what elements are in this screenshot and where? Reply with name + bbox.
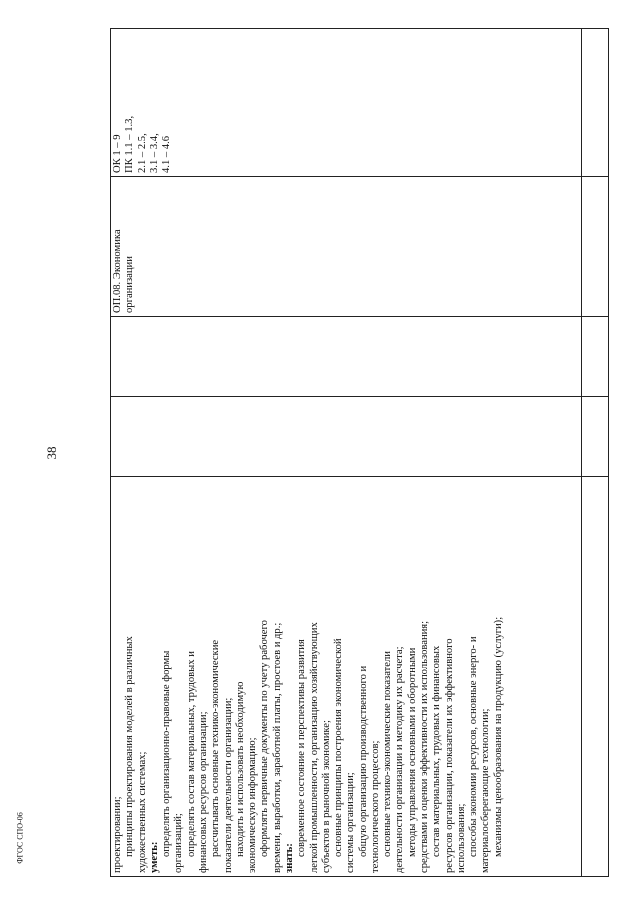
knowledge-line: материалосберегающие технологии; (480, 708, 492, 873)
competency-line: ПК 1.1 – 1.3, (124, 115, 136, 173)
empty-cell (582, 177, 609, 317)
empty-cell (582, 317, 609, 397)
knowledge-line: рассчитывать основные технико-экономические (210, 639, 222, 857)
knowledge-line: знать: (283, 843, 295, 873)
empty-cell (582, 477, 609, 877)
knowledge-line: способы экономии ресурсов, основные энерго- и (468, 636, 480, 857)
knowledge-line: общую организацию производственного и (357, 665, 369, 857)
knowledge-line: находить и использовать необходимую (234, 681, 246, 857)
curriculum-table (110, 28, 609, 877)
discipline-cell (111, 177, 582, 317)
knowledge-line: деятельности организации и методику их расчета; (394, 646, 406, 873)
knowledge-line: средствами и оценки эффективности их использования; (419, 620, 431, 873)
knowledge-line: организаций; (173, 813, 185, 873)
knowledge-line: состав материальных, трудовых и финансовых (431, 645, 443, 857)
knowledge-line: технологического процессов; (369, 740, 381, 873)
knowledge-cell (111, 477, 582, 877)
knowledge-line: основные принципы построения экономической (333, 638, 345, 857)
knowledge-line: времени, выработки, заработной платы, простоев и др.; (271, 622, 283, 873)
competency-line: 2.1 – 2.5, (136, 133, 148, 173)
knowledge-text (112, 480, 505, 873)
knowledge-line: показатели деятельности организации; (222, 697, 234, 873)
knowledge-line: субъектов в рыночной экономике; (320, 720, 332, 873)
competency-line: 3.1 – 3.4, (148, 133, 160, 173)
knowledge-line: проектировании; (112, 796, 123, 873)
knowledge-line: экономическую информацию; (247, 737, 259, 873)
rotated-page-content (110, 29, 602, 877)
knowledge-line: финансовых ресурсов организации; (197, 711, 209, 873)
knowledge-line: легкой промышленности, организацию хозяйствующих (308, 622, 320, 873)
knowledge-line: механизмы ценообразования на продукцию (услуги); (492, 616, 504, 857)
competency-line: 4.1 – 4.6 (161, 135, 173, 173)
table-row-bottom (582, 29, 609, 877)
knowledge-line: определять организационно-правовые формы (161, 650, 173, 857)
knowledge-line: основные технико-экономические показатели (382, 651, 394, 857)
hours-cell-2 (111, 317, 582, 397)
competency-codes (112, 32, 173, 173)
knowledge-line: художественных системах; (136, 751, 148, 873)
knowledge-line: принципы проектирования моделей в различных (124, 636, 136, 857)
knowledge-line: оформлять первичные документы по учету рабочего (259, 620, 271, 857)
knowledge-line: использования; (455, 803, 467, 873)
empty-cell (582, 397, 609, 477)
page-number: 38 (44, 446, 59, 460)
table-row (111, 29, 582, 877)
knowledge-line: методы управления основными и оборотными (406, 647, 418, 857)
hours-cell-1 (111, 397, 582, 477)
knowledge-line: современное состояние и перспективы развития (296, 639, 308, 857)
discipline-name: ОП.08. Экономика организации (112, 229, 136, 313)
knowledge-line: системы организации; (345, 772, 357, 873)
competency-line: ОК 1 – 9 (112, 134, 123, 173)
empty-cell (582, 29, 609, 177)
knowledge-line: ресурсов организации, показатели их эффективного (443, 638, 455, 873)
footer-code: ФГОС СПО-06 (15, 812, 25, 864)
competencies-cell (111, 29, 582, 177)
knowledge-line: определять состав материальных, трудовых и (185, 651, 197, 857)
knowledge-line: уметь: (148, 841, 160, 873)
